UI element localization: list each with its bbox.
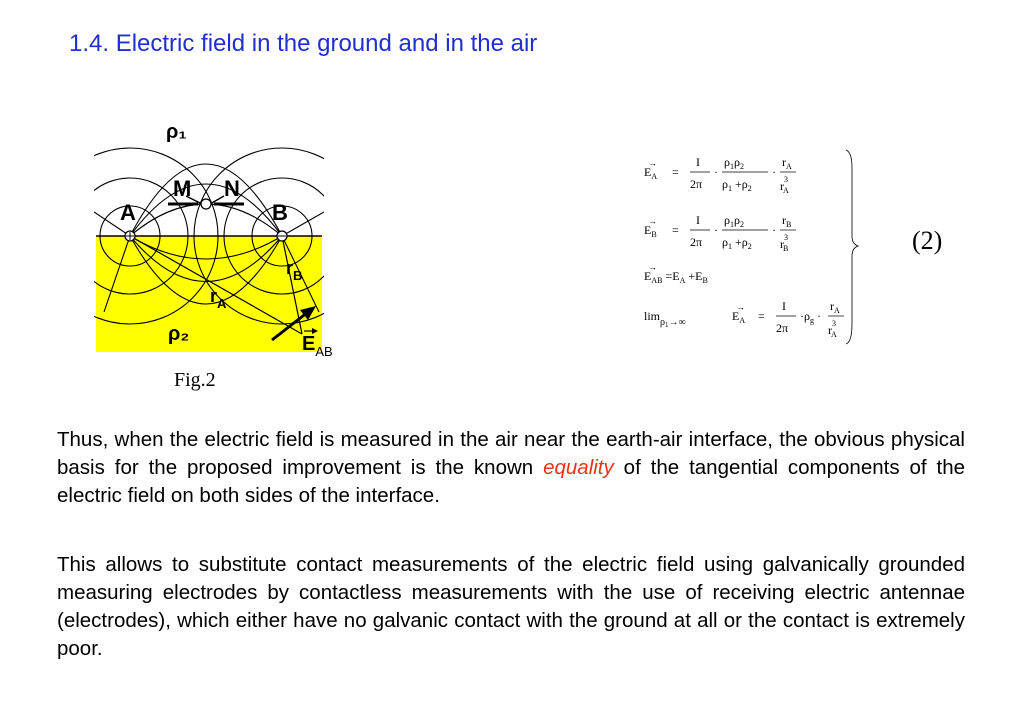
n-label: N	[224, 176, 240, 201]
equation-number: (2)	[912, 226, 943, 255]
svg-text:rA: $r_A$	[830, 299, 840, 315]
svg-text:EAB =EA +EB: $E_{AB} =E_A +E_B$	[644, 269, 708, 285]
svg-text:=: =	[672, 223, 679, 237]
svg-text:limρ1→∞: $\lim_\rho 1\to\infty$	[644, 309, 686, 329]
equation-e-a	[644, 155, 796, 195]
equation-e-ab	[644, 262, 708, 285]
svg-text:2π: 2π	[776, 321, 789, 335]
svg-text:·: ·	[772, 223, 776, 237]
svg-text:2π: 2π	[690, 235, 703, 249]
paragraph-1-text: Thus, when the electric field is measured in the air near the earth-air interface, the obvious physical basis for the proposed improvement is the known	[57, 428, 965, 479]
svg-text:r3A: $r^3$ A	[780, 175, 789, 195]
svg-text:I: I	[696, 213, 700, 227]
equality-emphasis: equality	[543, 456, 614, 479]
slide-title: 1.4. Electric field in the ground and in the air	[69, 30, 538, 57]
equation-block	[640, 148, 870, 348]
equation-e-b	[644, 213, 796, 253]
svg-text:→: →	[648, 262, 657, 272]
paragraph-2: This allows to substitute contact measurements of the electric field using galvanically grounded measuring electrodes by contactless measurements with the use of receiving electric antennae (electrodes), which either have no galvanic contact with the ground at all or the contact is extremely poor.	[57, 553, 965, 660]
svg-text:=: =	[758, 309, 765, 323]
svg-text:·: ·	[714, 223, 718, 237]
equation-limit	[644, 299, 844, 339]
svg-text:EB: $E_B$	[644, 223, 657, 239]
svg-text:EA: $E_A$	[732, 309, 746, 325]
rho1-label: ρ₁	[166, 121, 187, 143]
svg-text:2π: 2π	[690, 177, 703, 191]
svg-text:ρ1ρ2: $\rho_1\rho_2$	[724, 155, 744, 171]
b-label: B	[272, 200, 288, 225]
a-label: A	[120, 200, 136, 225]
svg-text:EA: $E_A$	[644, 165, 658, 181]
svg-text:ρ1 +ρ2: $\rho_1 +\rho_2$	[722, 235, 752, 251]
midpoint-o	[201, 199, 211, 209]
svg-text:→: →	[648, 158, 657, 168]
e-ab-label: $E_{AB}$	[302, 333, 333, 359]
svg-text:r3B: $r^3$ B	[780, 233, 789, 253]
right-brace	[846, 150, 858, 344]
svg-text:·ρg ·: $\cdot\rho_g$ ·	[800, 309, 821, 325]
figure-caption: Fig.2	[174, 369, 216, 391]
svg-text:→: →	[736, 302, 745, 312]
field-lines-figure	[94, 112, 344, 397]
svg-text:r3A: $r^3$ A	[828, 319, 837, 339]
svg-text:I: I	[696, 155, 700, 169]
rb-label: $r_B$	[286, 258, 303, 283]
svg-text:I: I	[782, 299, 786, 313]
paragraph-1	[57, 426, 965, 510]
m-label: M	[173, 176, 192, 201]
svg-text:→: →	[648, 216, 657, 226]
svg-text:=: =	[672, 165, 679, 179]
svg-text:rB: $r_B$	[782, 213, 792, 229]
svg-text:ρ1ρ2: $\rho_1\rho_2$	[724, 213, 744, 229]
svg-text:ρ1 +ρ2: $\rho_1 +\rho_2$	[722, 177, 752, 193]
svg-text:·: ·	[714, 165, 718, 179]
rho2-label: ρ₂	[168, 323, 190, 345]
paragraph-1-text-end: of the tangential components of the electric field on both sides of the interface.	[57, 456, 965, 507]
ra-label: $r_A$	[210, 286, 227, 311]
svg-text:rA: $r_A$	[782, 155, 792, 171]
svg-text:·: ·	[772, 165, 776, 179]
